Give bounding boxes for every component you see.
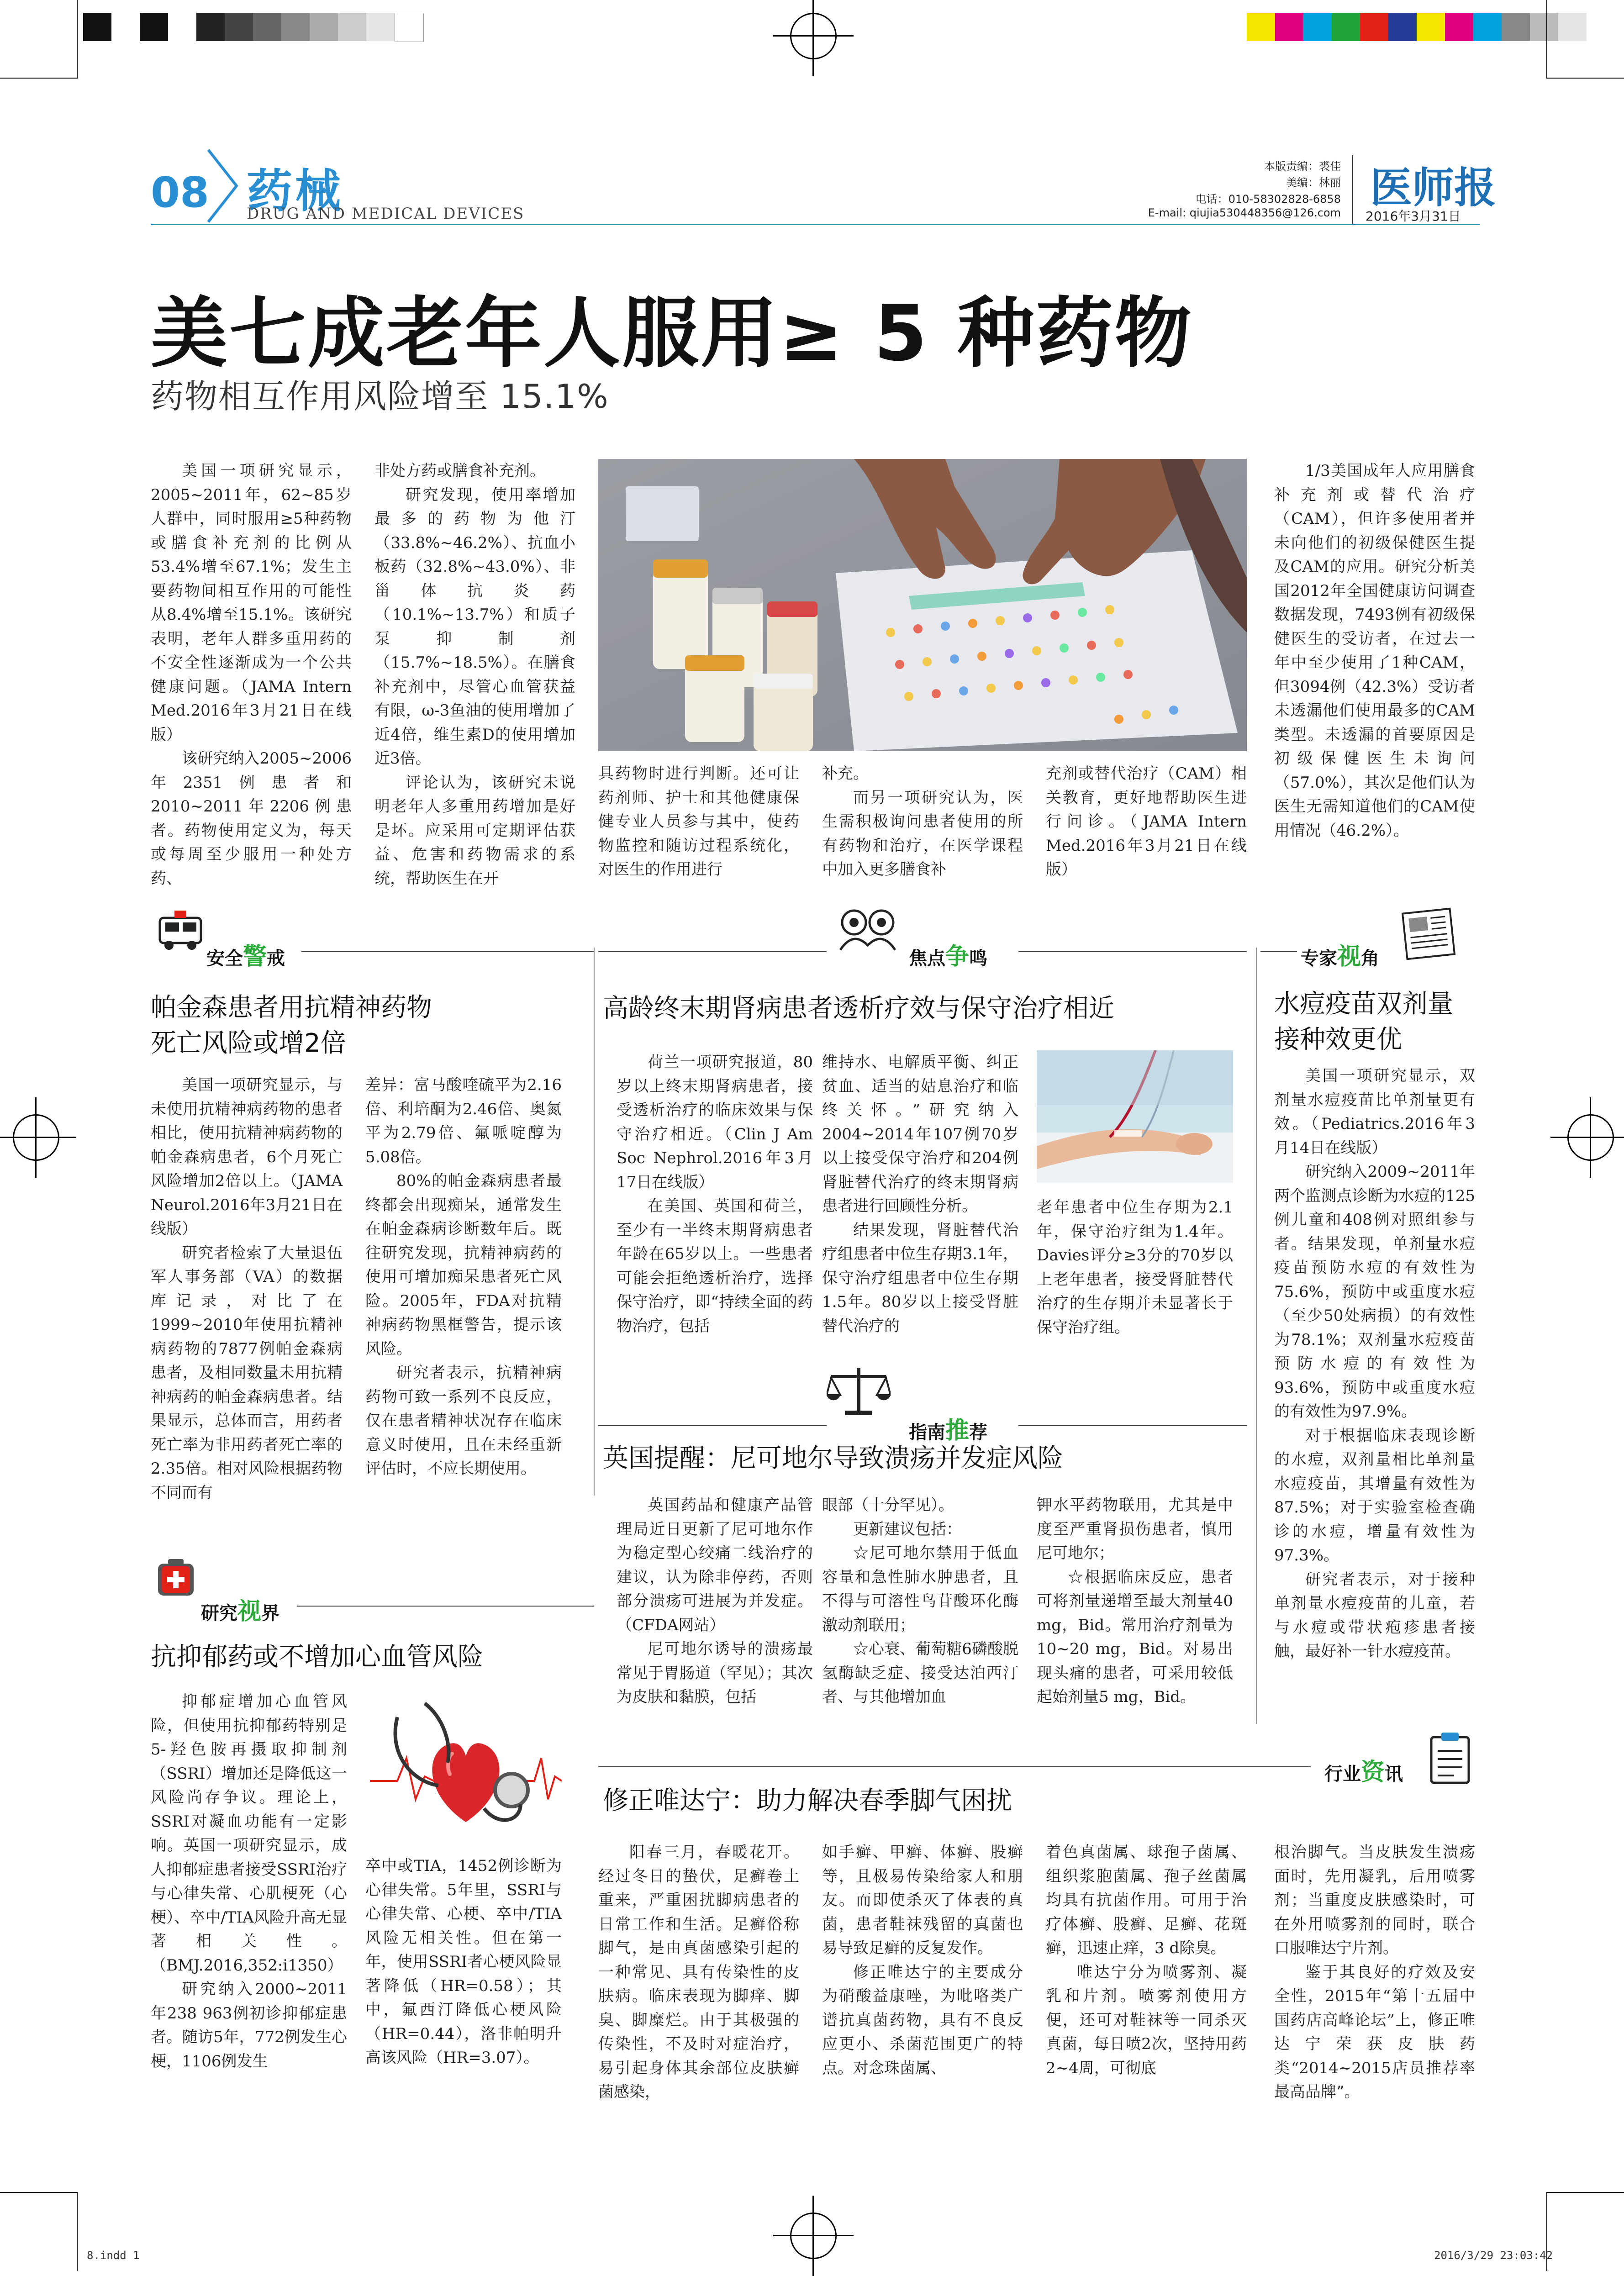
lead-column-6 (1274, 459, 1475, 843)
paragraph: ☆根据临床反应，患者可将剂量递增至最大剂量40 mg，Bid。常用治疗剂量为10~20 mg，Bid。对易出现头痛的患者，可采用较低起始剂量5 mg，Bid。 (1037, 1568, 1233, 1706)
scales-icon (827, 1363, 891, 1418)
paragraph: 美国一项研究显示，2005~2011年，62~85岁人群中，同时服用≥5种药物或膳食补充剂的比例从53.4%增至67.1%；发生主要药物间相互作用的可能性从8.4%增至15.1%。该研究表明，老年人群多重用药的不安全性逐渐成为一个公共健康问题。（JAMA Intern Med.2016年3月21日在线版） (151, 462, 352, 744)
section-rule (598, 1766, 1311, 1767)
focus-tag (909, 937, 987, 971)
section-rule (1018, 951, 1247, 952)
paragraph: 非处方药或膳食补充剂。 (374, 462, 545, 480)
focus-column-3 (1037, 1196, 1233, 1339)
tag-text: 角 (1361, 948, 1380, 969)
heart-stethoscope-photo (370, 1690, 562, 1840)
section-rule (297, 1606, 594, 1607)
print-timestamp: 2016/3/29 23:03:42 (1434, 2249, 1553, 2262)
paragraph: 如手癣、甲癣、体癣、股癣等，且极易传染给家人和朋友。而即使杀灭了体表的真菌，患者鞋袜残留的真菌也易导致足癣的反复发作。 (822, 1843, 1023, 1957)
paragraph: 更新建议包括： (853, 1520, 962, 1538)
tag-highlight: 视 (237, 1598, 262, 1625)
paragraph: 具药物时进行判断。还可让药剂师、护士和其他健康保健专业人员参与其中，使药物监控和随访过程系统化，对医生的作用进行 (598, 764, 799, 879)
paragraph: 修正唯达宁的主要成分为硝酸益康唑，为吡咯类广谱抗真菌药物，具有不良反应更小、杀菌范围更广的特点。对念珠菌属、 (822, 1963, 1023, 2077)
guide-column-1 (617, 1493, 813, 1709)
focus-title: 高龄终末期肾病患者透析疗效与保守治疗相近 (603, 994, 1114, 1023)
focus-column-2 (822, 1050, 1018, 1338)
safety-column-1 (151, 1073, 343, 1505)
file-slug: 8.indd 1 (87, 2249, 140, 2262)
paragraph: 80%的帕金森病患者最终都会出现痴呆，通常发生在帕金森病诊断数年后。既往研究发现，抗精神病药的使用可增加痴呆患者死亡风险。2005年，FDA对抗精神病药物黑框警告，提示该风险。 (365, 1172, 562, 1358)
registration-target-top (790, 13, 837, 59)
tag-text: 焦点 (909, 948, 945, 969)
tag-highlight: 争 (945, 943, 970, 970)
issue-date: 2016年3月31日 (1366, 209, 1461, 224)
paragraph: 老年患者中位生存期为2.1年，保守治疗组为1.4年。Davies评分≥3分的70岁以上老年患者，接受肾脏替代治疗的生存期并未显著长于保守治疗组。 (1037, 1198, 1233, 1337)
tag-text: 讯 (1385, 1764, 1403, 1785)
registration-target-right (1567, 1114, 1614, 1161)
paragraph: 钾水平药物联用，尤其是中度至严重肾损伤患者，慎用尼可地尔； (1037, 1496, 1233, 1562)
paragraph: 该研究纳入2005~2006年2351例患者和2010~2011年2206例患者。药物使用定义为，每天或每周至少服用一种处方药、 (151, 749, 352, 888)
first-aid-icon (155, 1557, 196, 1603)
safety-title (151, 990, 580, 1061)
title-line: 接种效更优 (1274, 1025, 1402, 1054)
newspaper-icon (1397, 906, 1461, 961)
registration-target-left (13, 1114, 59, 1161)
research-column-1 (151, 1690, 347, 2073)
expert-title (1274, 986, 1489, 1058)
design-line: 美编：林丽 (1286, 176, 1341, 189)
paragraph: 差异：富马酸喹硫平为2.16倍、利培酮为2.46倍、奥氮平为2.79倍、氟哌啶醇为5.08倍。 (365, 1076, 562, 1166)
tag-text: 荐 (969, 1422, 988, 1443)
ambulance-icon (155, 904, 206, 954)
section-subtitle: DRUG AND MEDICAL DEVICES (247, 205, 525, 223)
paragraph: 卒中或TIA，1452例诊断为心律失常。5年里，SSRI与心律失常、心梗、卒中/TIA风险无相关性。但在第一年，使用SSRI者心梗风险显著降低（HR=0.58）；其中，氟西汀降低心梗风险（HR=0.44），洛非帕明升高该风险（HR=3.07）。 (365, 1857, 562, 2067)
crop-mark (1546, 78, 1624, 79)
industry-title: 修正唯达宁：助力解决春季脚气困扰 (603, 1786, 1012, 1816)
section-rule (598, 951, 827, 952)
paragraph: 美国一项研究显示，与未使用抗精神病药物的患者相比，使用抗精神病药物的帕金森病患者，6个月死亡风险增加2倍以上。（JAMA Neurol.2016年3月21日在线版） (151, 1076, 343, 1238)
dialysis-photo (1037, 1050, 1233, 1183)
section-rule (301, 951, 594, 952)
tag-text: 鸣 (969, 948, 988, 969)
paragraph: 维持水、电解质平衡、纠正贫血、适当的姑息治疗和临终关怀。”研究纳入2004~2014年107例70岁以上接受保守治疗和204例肾脏替代治疗的终末期肾病患者进行回顾性分析。 (822, 1053, 1018, 1215)
paragraph: 评论认为，该研究未说明老年人多重用药增加是好是坏。应采用可定期评估获益、危害和药物需求的系统，帮助医生在开 (374, 773, 575, 888)
paragraph: 鉴于其良好的疗效及安全性，2015年“第十五届中国药店高峰论坛”上，修正唯达宁荣获皮肤药类“2014~2015店员推荐率最高品牌”。 (1274, 1963, 1475, 2101)
expert-tag (1301, 937, 1379, 971)
paragraph: 1/3美国成年人应用膳食补充剂或替代治疗（CAM），但许多使用者并未向他们的初级保健医生提及CAM的应用。研究分析美国2012年全国健康访问调查数据发现，7493例有初级保健医生的受访者，在过去一年中至少使用了1种CAM，但3094例（42.3%）受访者未透漏他们使用最多的CAM类型。未透漏的首要原因是初级保健医生未询问（57.0%），其次是他们认为医生无需知道他们的CAM使用情况（46.2%）。 (1274, 462, 1475, 840)
research-title: 抗抑郁药或不增加心血管风险 (151, 1642, 483, 1672)
paragraph: 对于根据临床表现诊断的水痘，双剂量相比单剂量水痘疫苗，其增量有效性为87.5%；对于实验室检查确诊的水痘，增量有效性为97.3%。 (1274, 1426, 1475, 1565)
registration-bar-black (83, 13, 424, 41)
crop-mark (1546, 2192, 1624, 2193)
lead-column-4 (822, 762, 1023, 882)
guide-tag (909, 1411, 987, 1445)
page-subheadline: 药物相互作用风险增至 15.1% (151, 377, 609, 416)
header-divider (1352, 155, 1353, 224)
crop-mark (77, 2192, 78, 2271)
tag-text: 安全 (206, 948, 243, 969)
industry-tag (1324, 1753, 1403, 1787)
paragraph: 而另一项研究认为，医生需积极询问患者使用的所有药物和治疗，在医学课程中加入更多膳食补 (822, 788, 1023, 879)
registration-target-bottom (790, 2213, 837, 2259)
crop-mark (0, 78, 78, 79)
lead-column-5 (1046, 762, 1247, 882)
paragraph: 研究者表示，对于接种单剂量水痘疫苗的儿童，若与水痘或带状疱疹患者接触，最好补一针水痘疫苗。 (1274, 1570, 1475, 1660)
paragraph: 研究发现，使用率增加最多的药物为他汀（33.8%~46.2%）、抗血小板药（32.8%~43.0%）、非甾体抗炎药（10.1%~13.7%）和质子泵抑制剂（15.7%~18.5%）。在膳食补充剂中，尽管心血管获益有限，ω-3鱼油的使用增加了近4倍，维生素D的使用增加近3倍。 (374, 485, 575, 768)
section-title: 药械 (247, 164, 343, 218)
paragraph: 研究纳入2000~2011年238 963例初诊抑郁症患者。随访5年，772例发生心梗，1106例发生 (151, 1980, 347, 2071)
tag-text: 指南 (909, 1422, 945, 1443)
lead-column-1 (151, 459, 352, 890)
expert-column (1274, 1064, 1475, 1664)
paragraph: ☆心衰、葡萄糖6磷酸脱氢酶缺乏症、接受达泊西汀者、与其他增加血 (822, 1640, 1018, 1706)
paragraph: 英国药品和健康产品管理局近日更新了尼可地尔作为稳定型心绞痛二线治疗的建议，认为除非停药，否则部分溃疡可进展为并发症。（CFDA网站） (617, 1496, 813, 1634)
paragraph: 在美国、英国和荷兰，至少有一半终末期肾病患者年龄在65岁以上。一些患者可能会拒绝透析治疗，选择保守治疗，即“持续全面的药物治疗，包括 (617, 1197, 813, 1335)
paragraph: 眼部（十分罕见）。 (822, 1496, 954, 1514)
email-line: E-mail: qiujia530448356@126.com (1148, 206, 1341, 219)
tag-highlight: 推 (945, 1417, 970, 1444)
crop-mark (77, 0, 78, 78)
paragraph: ☆尼可地尔禁用于低血容量和急性肺水肿患者，且不得与可溶性鸟苷酸环化酶激动剂联用； (822, 1544, 1018, 1634)
paragraph: 研究者表示，抗精神病药物可致一系列不良反应，仅在患者精神状况存在临床意义时使用，且在未经重新评估时，不应长期使用。 (365, 1364, 562, 1478)
paragraph: 唯达宁分为喷雾剂、凝乳和片剂。喷雾剂使用方便，还可对鞋袜等一同杀灭真菌，每日喷2次，坚持用药2~4周，可彻底 (1046, 1963, 1247, 2077)
tag-text: 界 (261, 1603, 280, 1624)
paragraph: 补充。 (822, 764, 869, 783)
industry-column-1 (598, 1840, 799, 2104)
column-divider (594, 948, 595, 1496)
paragraph: 根治脚气。当皮肤发生溃疡面时，先用凝乳，后用喷雾剂；当重度皮肤感染时，可在外用喷雾剂的同时，联合口服唯达宁片剂。 (1274, 1843, 1475, 1957)
paragraph: 着色真菌属、球孢子菌属、组织浆胞菌属、孢子丝菌属均具有抗菌作用。可用于治疗体癣、股癣、足癣、花斑癣，迅速止痒，3 d除臭。 (1046, 1843, 1247, 1957)
tag-text: 研究 (201, 1603, 237, 1624)
clipboard-icon (1425, 1731, 1475, 1786)
crop-mark (1546, 0, 1547, 78)
paragraph: 研究纳入2009~2011年两个监测点诊断为水痘的125例儿童和408例对照组参与者。结果发现，单剂量水痘疫苗预防水痘的有效性为75.6%，预防中或重度水痘（至少50处病损）的有效性为78.1%；双剂量水痘疫苗预防水痘的有效性为93.6%，预防中或重度水痘的有效性为97.9%。 (1274, 1163, 1475, 1421)
research-column-2 (365, 1854, 562, 2070)
brand-logo: 医师报 (1370, 163, 1497, 212)
guide-title: 英国提醒：尼可地尔导致溃疡并发症风险 (603, 1444, 1063, 1473)
industry-column-4 (1274, 1840, 1475, 2104)
page-headline: 美七成老年人服用≥ 5 种药物 (151, 289, 1193, 378)
paragraph: 研究者检索了大量退伍军人事务部（VA）的数据库记录，对比了在1999~2010年使用抗精神病药物的7877例帕金森病患者，及相同数量未用抗精神病药的帕金森病患者。结果显示，总体而言，用药者死亡率为非用药者死亡率的2.35倍。相对风险根据药物不同而有 (151, 1243, 343, 1502)
title-line: 水痘疫苗双剂量 (1274, 989, 1453, 1019)
editor-line: 本版责编：裘佳 (1264, 160, 1341, 173)
title-line: 帕金森患者用抗精神药物 (151, 993, 432, 1022)
paragraph: 充剂或替代治疗（CAM）相关教育，更好地帮助医生进行问诊。（JAMA Intern Med.2016年3月21日在线版） (1046, 764, 1247, 879)
registration-bar-color (1247, 13, 1587, 41)
paragraph: 美国一项研究显示，双剂量水痘疫苗比单剂量更有效。（Pediatrics.2016年3月14日在线版） (1274, 1067, 1475, 1157)
lead-column-3 (598, 762, 799, 882)
paragraph: 结果发现，肾脏替代治疗组患者中位生存期3.1年，保守治疗组患者中位生存期1.5年。80岁以上接受肾脏替代治疗的 (822, 1221, 1018, 1335)
tag-text: 戒 (267, 948, 285, 969)
research-tag (201, 1592, 279, 1626)
guide-column-3 (1037, 1493, 1233, 1709)
paragraph: 荷兰一项研究报道，80岁以上终末期肾病患者，接受透析治疗的临床效果与保守治疗相近。（Clin J Am Soc Nephrol.2016年3月17日在线版） (617, 1053, 813, 1191)
header-rule (151, 224, 1480, 225)
section-rule (598, 1425, 827, 1426)
guide-column-2 (822, 1493, 1018, 1709)
chevron-icon (205, 147, 241, 225)
section-rule (1260, 951, 1297, 952)
title-line: 死亡风险或增2倍 (151, 1028, 346, 1058)
safety-tag (206, 937, 285, 971)
industry-column-2 (822, 1840, 1023, 2080)
tag-highlight: 视 (1337, 943, 1361, 970)
section-rule (1018, 1425, 1247, 1426)
paragraph: 阳春三月，春暖花开。经过冬日的蛰伏，足癣卷土重来，严重困扰脚病患者的日常工作和生活。足癣俗称脚气，是由真菌感染引起的一种常见、具有传染性的皮肤病。临床表现为脚痒、脚臭、脚糜烂。由于其极强的传染性，不及时对症治疗，易引起身体其余部位皮肤癣菌感染， (598, 1843, 799, 2101)
crop-mark (0, 2192, 78, 2193)
tag-text: 行业 (1324, 1764, 1361, 1785)
focus-column-1 (617, 1050, 813, 1338)
industry-column-3 (1046, 1840, 1247, 2080)
safety-column-2 (365, 1073, 562, 1481)
page-number: 08 (151, 168, 210, 217)
paragraph: 尼可地尔诱导的溃疡最常见于胃肠道（罕见）；其次为皮肤和黏膜，包括 (617, 1640, 813, 1706)
tag-highlight: 资 (1361, 1759, 1385, 1786)
tag-text: 专家 (1301, 948, 1337, 969)
paragraph: 抑郁症增加心血管风险，但使用抗抑郁药特别是5-羟色胺再摄取抑制剂（SSRI）增加还是降低这一风险尚存争议。理论上，SSRI对凝血功能有一定影响。英国一项研究显示，成人抑郁症患者接受SSRI治疗与心律失常、心肌梗死（心梗）、卒中/TIA风险升高无显著相关性。（BMJ.2016,352:i1350） (151, 1692, 347, 1975)
column-divider (1256, 948, 1257, 1724)
lead-photo (598, 459, 1247, 751)
phone-line: 电话：010-58302828-6858 (1195, 193, 1341, 205)
debate-microphones-icon (836, 904, 900, 954)
lead-column-2 (374, 459, 575, 890)
tag-highlight: 警 (243, 943, 267, 970)
